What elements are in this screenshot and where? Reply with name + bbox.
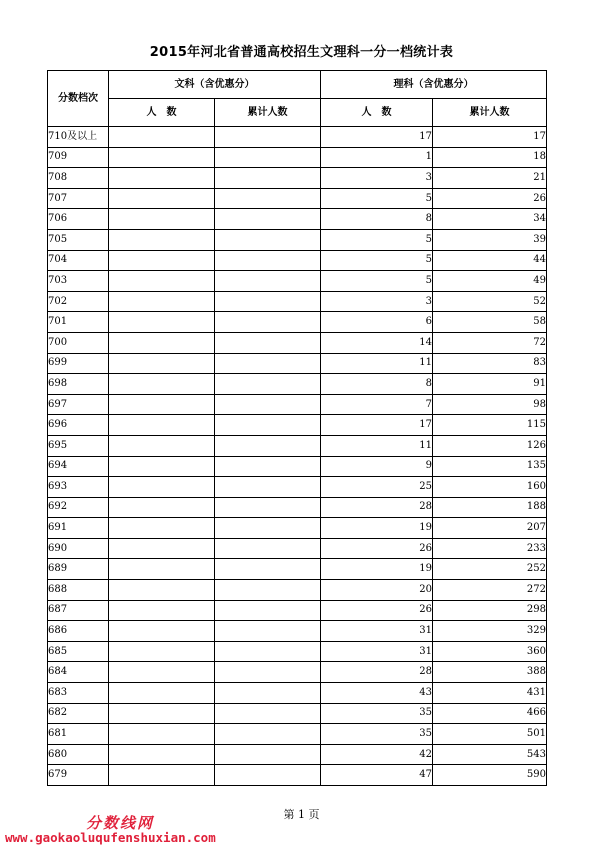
table-row	[48, 724, 547, 745]
table-row	[48, 621, 547, 642]
arts-count-cell	[109, 662, 215, 683]
score-cell: 706	[48, 209, 109, 230]
arts-cumulative-cell	[215, 250, 321, 271]
science-count-cell: 9	[321, 456, 433, 477]
score-distribution-table	[47, 70, 547, 786]
arts-count-cell	[109, 456, 215, 477]
score-cell: 695	[48, 435, 109, 456]
science-cumulative-cell: 388	[433, 662, 547, 683]
table-row	[48, 662, 547, 683]
science-cumulative-cell: 188	[433, 497, 547, 518]
score-cell: 710及以上	[48, 127, 109, 148]
science-cumulative-cell: 501	[433, 724, 547, 745]
table-row	[48, 456, 547, 477]
science-cumulative-cell: 207	[433, 518, 547, 539]
table-row	[48, 188, 547, 209]
arts-cumulative-cell	[215, 744, 321, 765]
table-row	[48, 415, 547, 436]
science-cumulative-cell: 72	[433, 332, 547, 353]
science-cumulative-header: 累计人数	[433, 99, 547, 127]
arts-cumulative-cell	[215, 168, 321, 189]
science-count-cell: 19	[321, 559, 433, 580]
science-cumulative-cell: 126	[433, 435, 547, 456]
table-row	[48, 580, 547, 601]
science-count-header: 人 数	[321, 99, 433, 127]
table-row	[48, 271, 547, 292]
science-cumulative-cell: 83	[433, 353, 547, 374]
science-cumulative-cell: 17	[433, 127, 547, 148]
arts-count-cell	[109, 724, 215, 745]
science-cumulative-cell: 52	[433, 291, 547, 312]
arts-cumulative-cell	[215, 456, 321, 477]
arts-count-cell	[109, 621, 215, 642]
table-row	[48, 744, 547, 765]
arts-count-cell	[109, 744, 215, 765]
science-cumulative-cell: 98	[433, 394, 547, 415]
arts-count-cell	[109, 209, 215, 230]
score-cell: 700	[48, 332, 109, 353]
score-cell: 694	[48, 456, 109, 477]
arts-cumulative-cell	[215, 683, 321, 704]
arts-count-cell	[109, 703, 215, 724]
science-count-cell: 42	[321, 744, 433, 765]
science-cumulative-cell: 21	[433, 168, 547, 189]
science-count-cell: 14	[321, 332, 433, 353]
science-cumulative-cell: 49	[433, 271, 547, 292]
arts-cumulative-cell	[215, 229, 321, 250]
table-row	[48, 250, 547, 271]
arts-count-cell	[109, 168, 215, 189]
arts-cumulative-cell	[215, 291, 321, 312]
science-cumulative-cell: 360	[433, 641, 547, 662]
score-cell: 709	[48, 147, 109, 168]
table-row	[48, 435, 547, 456]
table-body	[48, 127, 547, 786]
arts-cumulative-cell	[215, 332, 321, 353]
arts-cumulative-cell	[215, 435, 321, 456]
arts-count-cell	[109, 538, 215, 559]
science-count-cell: 5	[321, 250, 433, 271]
table-row	[48, 703, 547, 724]
arts-count-cell	[109, 600, 215, 621]
score-cell: 689	[48, 559, 109, 580]
arts-cumulative-cell	[215, 374, 321, 395]
science-count-cell: 3	[321, 291, 433, 312]
table-row	[48, 332, 547, 353]
arts-cumulative-cell	[215, 580, 321, 601]
arts-cumulative-cell	[215, 518, 321, 539]
science-count-cell: 28	[321, 497, 433, 518]
score-cell: 687	[48, 600, 109, 621]
science-count-cell: 26	[321, 538, 433, 559]
science-cumulative-cell: 431	[433, 683, 547, 704]
science-header: 理科（含优惠分）	[321, 71, 547, 99]
table-row	[48, 765, 547, 786]
science-count-cell: 31	[321, 641, 433, 662]
score-cell: 699	[48, 353, 109, 374]
arts-cumulative-cell	[215, 621, 321, 642]
science-cumulative-cell: 590	[433, 765, 547, 786]
table-row	[48, 209, 547, 230]
arts-count-cell	[109, 477, 215, 498]
science-count-cell: 20	[321, 580, 433, 601]
arts-count-cell	[109, 229, 215, 250]
arts-count-cell	[109, 374, 215, 395]
science-count-cell: 5	[321, 229, 433, 250]
science-count-cell: 1	[321, 147, 433, 168]
arts-cumulative-header: 累计人数	[215, 99, 321, 127]
score-cell: 701	[48, 312, 109, 333]
arts-count-cell	[109, 353, 215, 374]
science-cumulative-cell: 543	[433, 744, 547, 765]
science-count-cell: 11	[321, 353, 433, 374]
science-count-cell: 8	[321, 374, 433, 395]
table-row	[48, 374, 547, 395]
watermark-logo: 分数线网	[86, 814, 155, 832]
arts-count-cell	[109, 291, 215, 312]
science-count-cell: 17	[321, 415, 433, 436]
arts-count-cell	[109, 580, 215, 601]
arts-count-cell	[109, 188, 215, 209]
score-cell: 691	[48, 518, 109, 539]
arts-count-cell	[109, 332, 215, 353]
arts-count-cell	[109, 683, 215, 704]
science-cumulative-cell: 91	[433, 374, 547, 395]
arts-cumulative-cell	[215, 538, 321, 559]
table-row	[48, 229, 547, 250]
arts-count-header: 人 数	[109, 99, 215, 127]
arts-cumulative-cell	[215, 765, 321, 786]
arts-cumulative-cell	[215, 662, 321, 683]
score-cell: 680	[48, 744, 109, 765]
science-cumulative-cell: 44	[433, 250, 547, 271]
score-cell: 688	[48, 580, 109, 601]
arts-cumulative-cell	[215, 600, 321, 621]
table-row	[48, 518, 547, 539]
science-count-cell: 7	[321, 394, 433, 415]
science-cumulative-cell: 135	[433, 456, 547, 477]
arts-cumulative-cell	[215, 271, 321, 292]
table-row	[48, 353, 547, 374]
score-cell: 698	[48, 374, 109, 395]
arts-cumulative-cell	[215, 188, 321, 209]
page-number: 第 1 页	[283, 808, 320, 821]
liberal-arts-header: 文科（含优惠分）	[109, 71, 321, 99]
arts-count-cell	[109, 497, 215, 518]
arts-count-cell	[109, 394, 215, 415]
science-count-cell: 47	[321, 765, 433, 786]
arts-count-cell	[109, 415, 215, 436]
science-count-cell: 26	[321, 600, 433, 621]
arts-count-cell	[109, 250, 215, 271]
science-cumulative-cell: 233	[433, 538, 547, 559]
science-count-cell: 6	[321, 312, 433, 333]
science-count-cell: 11	[321, 435, 433, 456]
table-row	[48, 497, 547, 518]
science-count-cell: 5	[321, 188, 433, 209]
score-cell: 697	[48, 394, 109, 415]
arts-cumulative-cell	[215, 312, 321, 333]
arts-count-cell	[109, 127, 215, 148]
arts-cumulative-cell	[215, 209, 321, 230]
science-count-cell: 25	[321, 477, 433, 498]
science-cumulative-cell: 466	[433, 703, 547, 724]
arts-cumulative-cell	[215, 415, 321, 436]
table-row	[48, 127, 547, 148]
arts-cumulative-cell	[215, 641, 321, 662]
arts-cumulative-cell	[215, 353, 321, 374]
science-cumulative-cell: 252	[433, 559, 547, 580]
score-cell: 690	[48, 538, 109, 559]
score-cell: 683	[48, 683, 109, 704]
science-count-cell: 43	[321, 683, 433, 704]
arts-count-cell	[109, 765, 215, 786]
science-cumulative-cell: 34	[433, 209, 547, 230]
arts-count-cell	[109, 435, 215, 456]
arts-cumulative-cell	[215, 127, 321, 148]
score-cell: 707	[48, 188, 109, 209]
arts-count-cell	[109, 147, 215, 168]
arts-count-cell	[109, 312, 215, 333]
arts-cumulative-cell	[215, 724, 321, 745]
score-cell: 696	[48, 415, 109, 436]
table-row	[48, 641, 547, 662]
score-cell: 681	[48, 724, 109, 745]
score-cell: 693	[48, 477, 109, 498]
score-cell: 702	[48, 291, 109, 312]
science-cumulative-cell: 160	[433, 477, 547, 498]
arts-count-cell	[109, 271, 215, 292]
score-cell: 682	[48, 703, 109, 724]
table-row	[48, 312, 547, 333]
arts-cumulative-cell	[215, 559, 321, 580]
table-row	[48, 291, 547, 312]
arts-cumulative-cell	[215, 147, 321, 168]
science-count-cell: 28	[321, 662, 433, 683]
science-cumulative-cell: 26	[433, 188, 547, 209]
score-cell: 692	[48, 497, 109, 518]
score-cell: 686	[48, 621, 109, 642]
site-url: www.gaokaoluqufenshuxian.com	[5, 830, 216, 845]
score-cell: 679	[48, 765, 109, 786]
science-count-cell: 3	[321, 168, 433, 189]
science-cumulative-cell: 329	[433, 621, 547, 642]
arts-count-cell	[109, 559, 215, 580]
table-row	[48, 168, 547, 189]
score-band-header: 分数档次	[48, 71, 109, 127]
science-count-cell: 35	[321, 724, 433, 745]
table-row	[48, 394, 547, 415]
arts-cumulative-cell	[215, 497, 321, 518]
science-count-cell: 8	[321, 209, 433, 230]
science-cumulative-cell: 115	[433, 415, 547, 436]
score-cell: 684	[48, 662, 109, 683]
table-row	[48, 559, 547, 580]
table-row	[48, 147, 547, 168]
science-cumulative-cell: 18	[433, 147, 547, 168]
document-title: 2015年河北省普通高校招生文理科一分一档统计表	[149, 45, 454, 60]
science-cumulative-cell: 39	[433, 229, 547, 250]
science-count-cell: 31	[321, 621, 433, 642]
table-row	[48, 477, 547, 498]
score-cell: 703	[48, 271, 109, 292]
score-cell: 708	[48, 168, 109, 189]
score-cell: 685	[48, 641, 109, 662]
science-cumulative-cell: 272	[433, 580, 547, 601]
arts-cumulative-cell	[215, 703, 321, 724]
science-cumulative-cell: 58	[433, 312, 547, 333]
score-cell: 704	[48, 250, 109, 271]
table-row	[48, 683, 547, 704]
table-row	[48, 538, 547, 559]
arts-cumulative-cell	[215, 394, 321, 415]
arts-count-cell	[109, 518, 215, 539]
science-cumulative-cell: 298	[433, 600, 547, 621]
science-count-cell: 5	[321, 271, 433, 292]
score-cell: 705	[48, 229, 109, 250]
science-count-cell: 19	[321, 518, 433, 539]
arts-count-cell	[109, 641, 215, 662]
table-row	[48, 600, 547, 621]
science-count-cell: 17	[321, 127, 433, 148]
science-count-cell: 35	[321, 703, 433, 724]
arts-cumulative-cell	[215, 477, 321, 498]
